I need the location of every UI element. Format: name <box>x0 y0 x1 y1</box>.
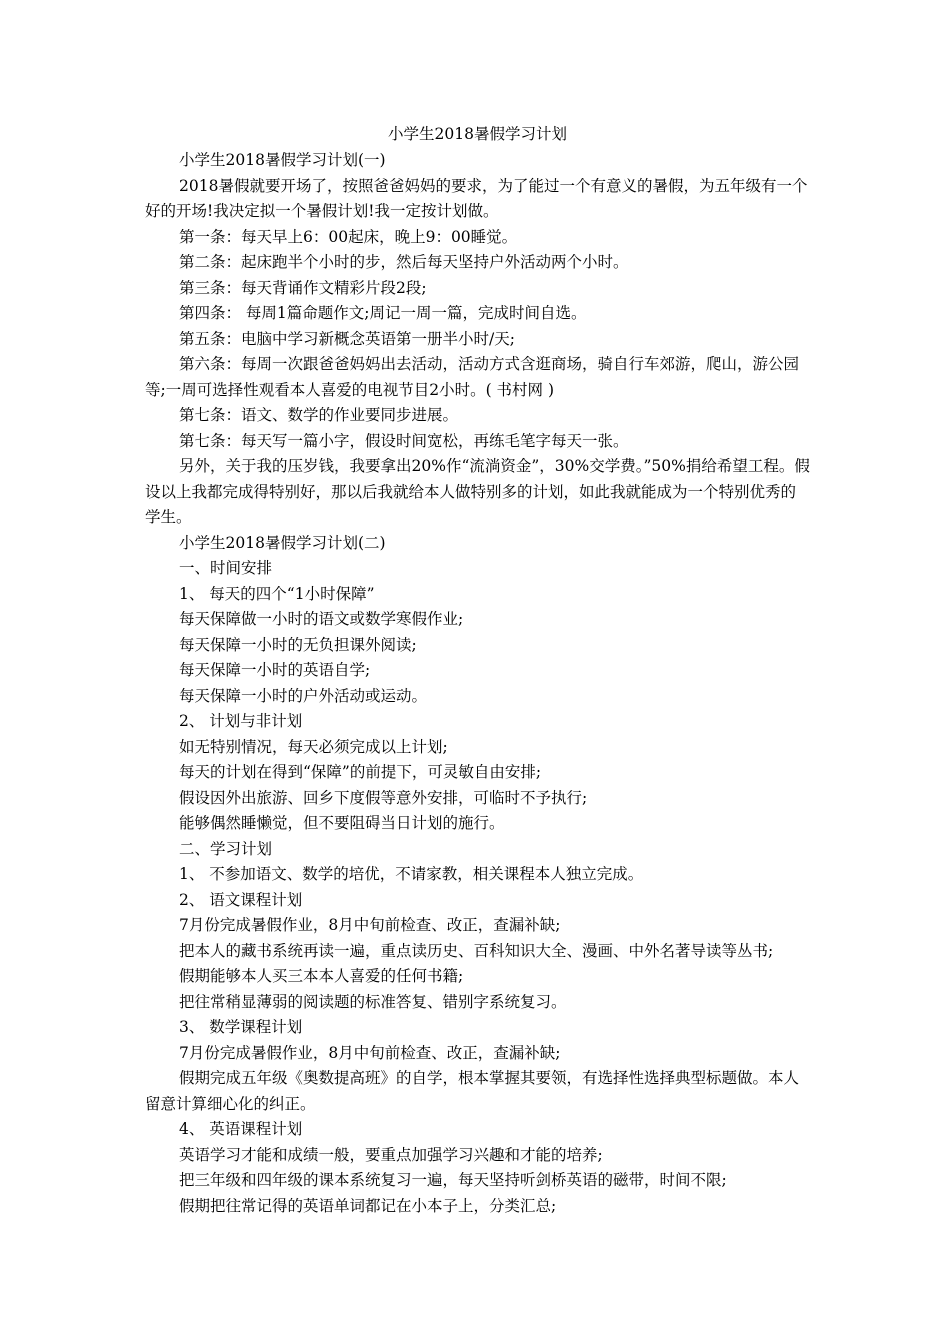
paragraph: 1、 每天的四个“1小时保障” <box>179 584 375 603</box>
paragraph: 假期能够本人买三本本人喜爱的任何书籍; <box>179 967 464 985</box>
paragraph: 2、 计划与非计划 <box>179 712 303 730</box>
paragraph: 2、 语文课程计划 <box>179 890 303 909</box>
paragraph: 第六条：每周一次跟爸爸妈妈出去活动，活动方式含逛商场，骑自行车郊游，爬山，游公园等;一周可选择性观看本人喜爱的电视节目2小时。( 书村网 ) <box>145 355 800 399</box>
paragraph: 7月份完成暑假作业，8月中旬前检查、改正，查漏补缺; <box>179 916 561 934</box>
paragraph: 假设因外出旅游、回乡下度假等意外安排，可临时不予执行; <box>179 788 588 807</box>
paragraph: 假期把往常记得的英语单词都记在小本子上，分类汇总; <box>179 1196 557 1215</box>
paragraph: 每天保障一小时的无负担课外阅读; <box>179 635 417 654</box>
paragraph: 每天保障一小时的户外活动或运动。 <box>179 686 428 705</box>
paragraph: 第七条：每天写一篇小字，假设时间宽松，再练毛笔字每天一张。 <box>179 431 629 450</box>
paragraph: 把本人的藏书系统再读一遍，重点读历史、百科知识大全、漫画、中外名著导读等丛书; <box>179 941 774 960</box>
paragraph: 一、时间安排 <box>179 559 273 577</box>
paragraph: 7月份完成暑假作业，8月中旬前检查、改正，查漏补缺; <box>179 1043 561 1062</box>
document-title: 小学生2018暑假学习计划 <box>388 125 567 143</box>
paragraph: 假期完成五年级《奥数提高班》的自学，根本掌握其要领，有选择性选择典型标题做。本人留意计算细心化的纠正。 <box>145 1069 800 1113</box>
paragraph: 另外，关于我的压岁钱，我要拿出20%作“流淌资金”，30%交学费。”50%捐给希望工程。假设以上我都完成得特别好，那以后我就给本人做特别多的计划，如此我就能成为一个特别优秀的学生。 <box>145 457 810 526</box>
paragraph: 把往常稍显薄弱的阅读题的标准答复、错别字系统复习。 <box>179 992 567 1011</box>
paragraph: 每天保障做一小时的语文或数学寒假作业; <box>179 610 464 628</box>
paragraph: 4、 英语课程计划 <box>179 1120 303 1138</box>
paragraph: 3、 数学课程计划 <box>179 1018 303 1036</box>
paragraph: 第三条：每天背诵作文精彩片段2段; <box>179 278 427 297</box>
document-body <box>145 148 810 1219</box>
document-page <box>145 120 810 1219</box>
paragraph: 第一条：每天早上6：00起床，晚上9：00睡觉。 <box>179 227 518 246</box>
paragraph: 二、学习计划 <box>179 839 273 858</box>
paragraph: 每天保障一小时的英语自学; <box>179 661 371 679</box>
paragraph: 如无特别情况，每天必须完成以上计划; <box>179 737 448 756</box>
paragraph: 英语学习才能和成绩一般，要重点加强学习兴趣和才能的培养; <box>179 1145 603 1164</box>
paragraph: 第二条：起床跑半个小时的步，然后每天坚持户外活动两个小时。 <box>179 253 629 271</box>
paragraph: 每天的计划在得到“保障”的前提下，可灵敏自由安排; <box>179 763 542 781</box>
paragraph: 2018暑假就要开场了，按照爸爸妈妈的要求，为了能过一个有意义的暑假，为五年级有一个好的开场!我决定拟一个暑假计划!我一定按计划做。 <box>145 176 808 220</box>
paragraph: 小学生2018暑假学习计划(一) <box>179 151 386 169</box>
paragraph: 小学生2018暑假学习计划(二) <box>179 533 386 552</box>
paragraph: 把三年级和四年级的课本系统复习一遍，每天坚持听剑桥英语的磁带，时间不限; <box>179 1171 727 1189</box>
paragraph: 第七条：语文、数学的作业要同步进展。 <box>179 406 459 424</box>
paragraph: 能够偶然睡懒觉，但不要阻碍当日计划的施行。 <box>179 814 505 832</box>
paragraph: 第四条： 每周1篇命题作文;周记一周一篇，完成时间自选。 <box>179 304 587 322</box>
paragraph: 第五条：电脑中学习新概念英语第一册半小时/天; <box>179 329 515 348</box>
paragraph: 1、 不参加语文、数学的培优，不请家教，相关课程本人独立完成。 <box>179 865 644 883</box>
